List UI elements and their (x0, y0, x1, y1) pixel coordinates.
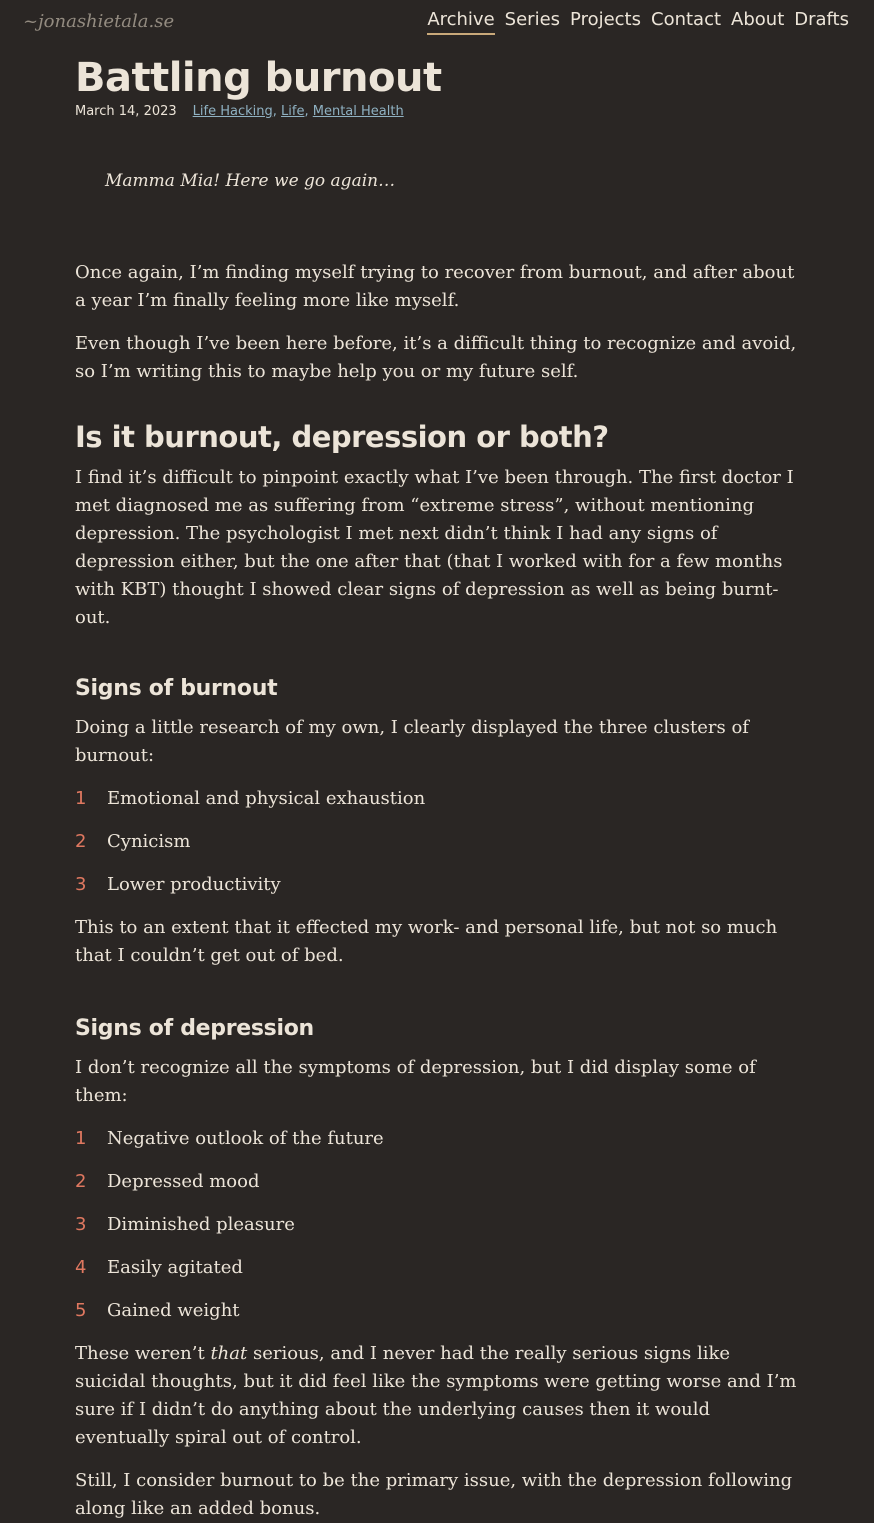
subheading-depression: Signs of depression (75, 1016, 314, 1041)
site-logo[interactable]: ~jonashietala.se (23, 11, 175, 32)
post-meta (75, 104, 800, 119)
top-bar (0, 0, 874, 44)
section-heading: Is it burnout, depression or both? (75, 420, 609, 454)
post-date: March 14, 2023 (75, 104, 177, 119)
list-item-text: Depressed mood (107, 1171, 260, 1192)
list-item (75, 785, 800, 813)
burnout-list (75, 785, 800, 899)
paragraph-burnout-outro: This to an extent that it effected my work- and personal life, but not so much that I couldn’t get out of bed. (75, 917, 778, 966)
nav-about[interactable]: About (731, 9, 785, 30)
list-item-text: Diminished pleasure (107, 1214, 295, 1235)
paragraph-depression-intro: I don’t recognize all the symptoms of depression, but I did display some of them: (75, 1057, 756, 1106)
nav-series[interactable]: Series (504, 9, 561, 30)
list-item (75, 1254, 800, 1282)
list-item-text: Cynicism (107, 831, 191, 852)
depression-list (75, 1125, 800, 1325)
tag-mental-health[interactable]: Mental Health (312, 104, 404, 119)
list-item (75, 1168, 800, 1196)
list-item-text: Lower productivity (107, 874, 281, 895)
list-number: 1 (75, 1128, 87, 1149)
paragraph-intro: Once again, I’m finding myself trying to recover from burnout, and after about a year I’m finally feeling more like myself. (75, 262, 795, 311)
list-item (75, 871, 800, 899)
outro-text-end: serious, and I never had the really serious signs like suicidal thoughts, but it did feel like the symptoms were getting worse and I’m sure if I didn’t do anything about the underlying causes then it would eventually spiral out of control. (75, 1343, 797, 1448)
list-number: 5 (75, 1300, 87, 1321)
list-item-text: Gained weight (107, 1300, 240, 1321)
post-tags: Life Hacking, Life, Mental Health (192, 104, 404, 119)
list-number: 2 (75, 831, 87, 852)
outro-emphasis: that (210, 1343, 248, 1364)
paragraph-burnout-intro: Doing a little research of my own, I clearly displayed the three clusters of burnout: (75, 717, 749, 766)
outro-text-start: These weren’t (75, 1343, 211, 1364)
epigraph: Mamma Mia! Here we go again… (105, 171, 396, 191)
list-number: 4 (75, 1257, 87, 1278)
list-number: 1 (75, 788, 87, 809)
list-number: 3 (75, 1214, 87, 1235)
paragraph-intro-2: Even though I’ve been here before, it’s a difficult thing to recognize and avoid, so I’m writing this to maybe help you or my future self. (75, 333, 797, 382)
paragraph-diagnosis: I find it’s difficult to pinpoint exactly what I’ve been through. The first doctor I met diagnosed me as suffering from “extreme stress”, without mentioning depression. The psychologist I met next didn’t think I had any signs of depression either, but the one after that (that I worked with for a few months with KBT) thought I showed clear signs of depression as well as being burnt-out. (75, 467, 794, 628)
list-item (75, 1125, 800, 1153)
list-item-text: Negative outlook of the future (107, 1128, 384, 1149)
list-item-text: Emotional and physical exhaustion (107, 788, 426, 809)
nav-contact[interactable]: Contact (651, 9, 722, 30)
nav-drafts[interactable]: Drafts (794, 9, 849, 30)
nav-archive[interactable]: Archive (427, 9, 494, 35)
list-item (75, 1297, 800, 1325)
main-nav (427, 9, 849, 35)
nav-projects[interactable]: Projects (570, 9, 641, 30)
paragraph-conclusion: Still, I consider burnout to be the primary issue, with the depression following along like an added bonus. (75, 1470, 793, 1519)
article (75, 52, 800, 1523)
list-item (75, 1211, 800, 1239)
page-title: Battling burnout (75, 55, 442, 101)
tag-life-hacking[interactable]: Life Hacking (192, 104, 273, 119)
list-number: 2 (75, 1171, 87, 1192)
list-number: 3 (75, 874, 87, 895)
tag-life[interactable]: Life (281, 104, 305, 119)
paragraph-depression-outro (75, 1340, 800, 1452)
list-item-text: Easily agitated (107, 1257, 243, 1278)
list-item (75, 828, 800, 856)
subheading-burnout: Signs of burnout (75, 676, 278, 701)
